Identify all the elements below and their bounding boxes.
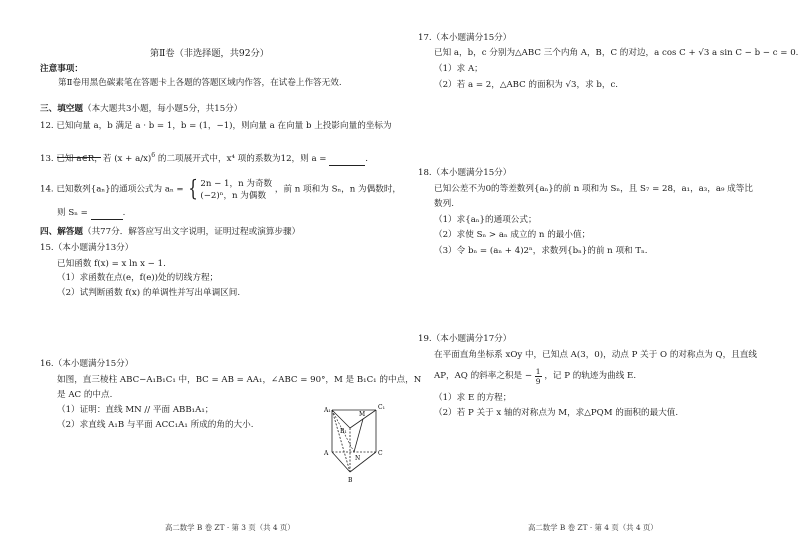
q13-exponent: 6 (151, 152, 156, 159)
q17-label: 17.（本小题满分15分） (418, 33, 512, 43)
edge-a1b1 (332, 410, 350, 428)
q13-line (40, 152, 368, 166)
q15-line3: （2）试判断函数 f(x) 的单调性并写出单调区间. (57, 288, 241, 298)
q15-line1: 已知函数 f(x) = x ln x − 1. (57, 259, 166, 269)
q18-line5: （3）令 bₙ = (aₙ + 4)2ⁿ，求数列{bₙ}的前 n 项和 Tₙ. (434, 246, 648, 256)
label-m: M (359, 411, 366, 418)
q18-line2: 数列. (434, 199, 454, 209)
q19-line2-suffix: ，记 P 的轨迹为曲线 E. (544, 371, 637, 382)
q19-line3: （1）求 E 的方程； (434, 393, 512, 403)
q19-line2 (434, 367, 636, 386)
q14-line (40, 178, 401, 202)
section-title: 第Ⅱ卷（非选择题，共92分） (150, 48, 269, 59)
q19-frac-den: 9 (535, 377, 541, 386)
q13-prefix: 13. 已知 a∈R，若 (40, 153, 112, 164)
q14-brace: { (188, 177, 199, 202)
prism-figure (318, 400, 388, 490)
q16-line4: （2）求直线 A₁B 与平面 ACC₁A₁ 所成的角的大小. (57, 420, 254, 430)
part3-heading (40, 104, 242, 115)
q14-piecewise (186, 178, 272, 202)
label-b: B (348, 477, 353, 484)
part3-title: 三、填空题 (40, 104, 83, 114)
q19-line1: 在平面直角坐标系 xOy 中，已知点 A(3，0)，动点 P 关于 O 的对称点为 Q，且直线 (434, 350, 757, 360)
right-footer: 高二数学 B 卷 ZT · 第 4 页（共 4 页） (528, 523, 658, 532)
notice-text: 第Ⅱ卷用黑色碳素笔在答题卡上各题的答题区域内作答，在试卷上作答无效. (58, 78, 342, 88)
q14-end: . (122, 208, 126, 218)
q16-line1: 如图，直三棱柱 ABC−A₁B₁C₁ 中，BC = AB = AA₁，∠ABC = 90°，M 是 B₁C₁ 的中点，N (57, 375, 422, 385)
label-c: C (378, 450, 383, 457)
q14-case2: (−2)ⁿ，n 为偶数 (200, 191, 267, 201)
q16-line2: 是 AC 的中点. (57, 390, 113, 400)
q12-text: 12. 已知向量 a，b 满足 a · b = 1，b = (1，−1)，则向量 a 在向量 b 上投影向量的坐标为 (40, 121, 392, 131)
q14-prefix: 14. 已知数列{aₙ}的通项公式为 aₙ = (40, 184, 184, 195)
part4-note: （共77分．解答应写出文字说明，证明过程或演算步骤） (82, 227, 301, 237)
q17-line1: 已知 a，b，c 分别为△ABC 三个内角 A，B，C 的对边，a cos C + √3 a sin C − b − c = 0. (434, 48, 799, 58)
q19-line4: （2）若 P 关于 x 轴的对称点为 M，求△PQM 的面积的最大值. (434, 408, 679, 418)
q14-line2-text: 则 Sₙ = (57, 208, 88, 218)
q14-answer-blank (91, 208, 123, 220)
q18-label: 18.（本小题满分15分） (418, 168, 512, 178)
part4-heading (40, 227, 300, 238)
q18-line3: （1）求{aₙ}的通项公式； (434, 215, 537, 225)
q14-line2 (57, 208, 125, 220)
q13-expr: (x + a/x) (114, 153, 152, 164)
edge-bc (350, 452, 376, 472)
notice-title: 注意事项： (40, 64, 83, 74)
label-a1: A₁ (324, 407, 331, 414)
q18-line4: （2）求使 Sₙ > aₙ 成立的 n 的最小值； (434, 230, 591, 240)
q17-line2: （1）求 A； (434, 64, 483, 74)
q14-case1: 2n − 1，n 为奇数 (200, 179, 273, 189)
q15-label: 15.（本小题满分13分） (40, 243, 134, 253)
q15-line2: （1）求函数在点(e，f(e))处的切线方程； (57, 273, 219, 283)
q19-frac-num: 1 (535, 367, 541, 376)
q14-suffix: ，前 n 项和为 Sₙ，n 为偶数时， (274, 184, 402, 195)
left-footer: 高二数学 B 卷 ZT · 第 3 页（共 4 页） (165, 523, 295, 532)
q13-end: . (365, 153, 368, 164)
q17-line3: （2）若 a = 2，△ABC 的面积为 √3，求 b，c. (434, 80, 619, 90)
label-b1: B₁ (340, 428, 347, 435)
q16-label: 16.（本小题满分15分） (40, 359, 134, 369)
q19-fraction (535, 367, 542, 386)
part4-title: 四、解答题 (40, 227, 83, 237)
q18-line1: 已知公差不为0的等差数列{aₙ}的前 n 项和为 Sₙ，且 S₇ = 28，a₁，a₃，a₉ 成等比 (434, 184, 753, 194)
label-a: A (324, 450, 329, 457)
q16-line3: （1）证明：直线 MN // 平面 ABB₁A₁； (57, 405, 214, 415)
q19-line2-prefix: AP，AQ 的斜率之积是 − (434, 371, 533, 382)
right-page (400, 0, 800, 550)
q13-suffix: 的二项展开式中，x⁴ 项的系数为12，则 a = (157, 153, 327, 164)
label-c1: C₁ (378, 404, 385, 411)
q13-answer-blank (329, 154, 365, 166)
q19-label: 19.（本小题满分17分） (418, 334, 512, 344)
label-n: N (355, 455, 361, 462)
part3-note: （本大题共3小题，每小题5分，共15分） (82, 104, 243, 114)
